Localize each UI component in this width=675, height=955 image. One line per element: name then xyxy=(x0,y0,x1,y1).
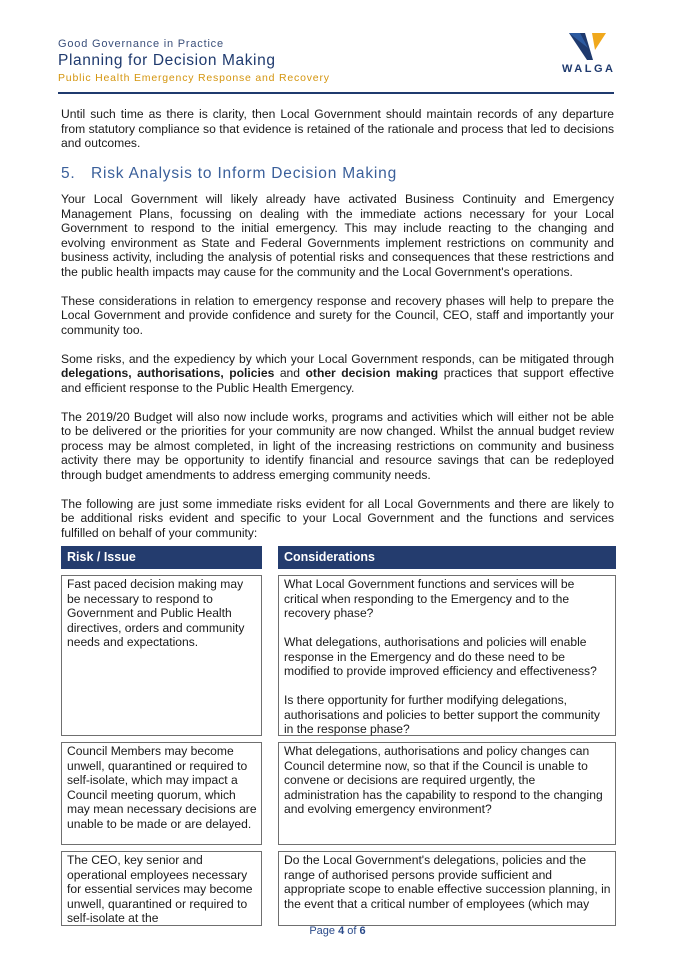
header-considerations: Considerations xyxy=(278,546,616,569)
paragraph-3 xyxy=(61,352,614,396)
risk-cell xyxy=(61,742,262,845)
risk-cell xyxy=(61,575,262,736)
risk-table xyxy=(61,546,616,932)
header-divider xyxy=(58,92,614,94)
paragraph-1: Your Local Government will likely already have activated Business Continuity and Emergency Management Plans, focussing on dealing with the immediate actions necessary for your Local Government to respond to the initial emergency. This may include reacting to the changing and evolving environment as State and Federal Governments implement restrictions on community and business activity, including the analysis of potential risks and consequences that these restrictions and the public health impacts may cause for the community and the Local Government's operations. xyxy=(61,192,614,279)
risk-text: Council Members may become unwell, quarantined or required to self-isolate, which may impact a Council meeting quorum, which may mean necessary decisions are unable to be made or are delayed. xyxy=(67,744,257,831)
consideration-text: What Local Government functions and services will be critical when responding to the Emergency and to the recovery phase? xyxy=(284,577,575,620)
walga-logo xyxy=(558,30,618,78)
table-row xyxy=(61,851,616,926)
header-subtitle: Public Health Emergency Response and Recovery xyxy=(58,72,330,84)
p3-bold-delegations: delegations xyxy=(61,366,129,380)
risk-text: Fast paced decision making may be necessary to respond to Government and Public Health directives, orders and community needs and expectations. xyxy=(67,577,245,649)
footer-current-page: 4 xyxy=(338,925,345,937)
p3-bold-sep: , xyxy=(128,366,138,380)
section-number: 5. xyxy=(61,165,76,182)
table-row xyxy=(61,742,616,845)
paragraph-2: These considerations in relation to emergency response and recovery phases will help to prepare the Local Government and provide confidence and surety for the Council, CEO, staff and importantly your community too. xyxy=(61,293,614,337)
p3-bold-other: other decision making xyxy=(305,366,439,380)
p3-text-and: and xyxy=(274,366,306,380)
considerations-cell xyxy=(278,851,616,926)
walga-logo-mark-icon xyxy=(558,30,618,64)
section-title: Risk Analysis to Inform Decision Making xyxy=(91,165,397,182)
logo-text: WALGA xyxy=(562,63,616,75)
page-footer xyxy=(0,925,675,937)
table-header-row xyxy=(61,546,616,569)
risk-text: The CEO, key senior and operational employees necessary for essential services may become unwell, quarantined or required to self-isolate at the xyxy=(67,853,253,925)
paragraph-4: The 2019/20 Budget will also now include works, programs and activities which will either not be able to be delivered or the priorities for your community are now changed. Whilst the annual budget review process may be almost completed, in light of the increasing restrictions on community and business activity there may be opportunity to identify financial and resource savings that can be redeployed through budget amendments to address emerging community needs. xyxy=(61,409,614,482)
header-eyebrow: Good Governance in Practice xyxy=(58,38,224,50)
document-body xyxy=(61,107,614,555)
consideration-text: What delegations, authorisations and policies will enable response in the Emergency and do these need to be modified to provide improved efficiency and effectiveness? xyxy=(284,635,597,678)
footer-total-pages: 6 xyxy=(359,925,366,937)
consideration-text: Is there opportunity for further modifying delegations, authorisations and policies to better support the community in the response phase? xyxy=(284,693,600,736)
paragraph-5: The following are just some immediate risks evident for all Local Governments and there are likely to be additional risks evident and specific to your Local Government and the functions and services fulfilled on behalf of your community: xyxy=(61,496,614,540)
p3-text-before: Some risks, and the expediency by which your Local Government responds, can be mitigated through xyxy=(61,351,614,366)
footer-of-word: of xyxy=(347,925,357,937)
footer-page-word: Page xyxy=(309,925,336,937)
table-row xyxy=(61,575,616,736)
page-header xyxy=(58,38,618,90)
intro-paragraph: Until such time as there is clarity, then Local Government should maintain records of any departure from statutory compliance so that evidence is retained of the rationale and process that led to decisions and outcomes. xyxy=(61,107,614,150)
considerations-cell xyxy=(278,742,616,845)
p3-bold-authorisations: authorisations, policies xyxy=(137,366,275,380)
p3-text-after: practices that support effective and efficient response to the Public Health Emergency. xyxy=(61,366,614,395)
section-heading xyxy=(61,165,614,183)
consideration-text: Do the Local Government's delegations, policies and the range of authorised persons provide sufficient and appropriate scope to enable effective succession planning, in the event that a critical number of employees (which may xyxy=(284,853,611,911)
considerations-cell xyxy=(278,575,616,736)
header-title: Planning for Decision Making xyxy=(58,52,276,69)
risk-cell xyxy=(61,851,262,926)
consideration-text: What delegations, authorisations and policy changes can Council determine now, so that if the Council is unable to convene or decisions are required urgently, the administration has the capability to respond to the changing and evolving emergency environment? xyxy=(284,744,603,816)
header-risk-issue: Risk / Issue xyxy=(61,546,262,569)
